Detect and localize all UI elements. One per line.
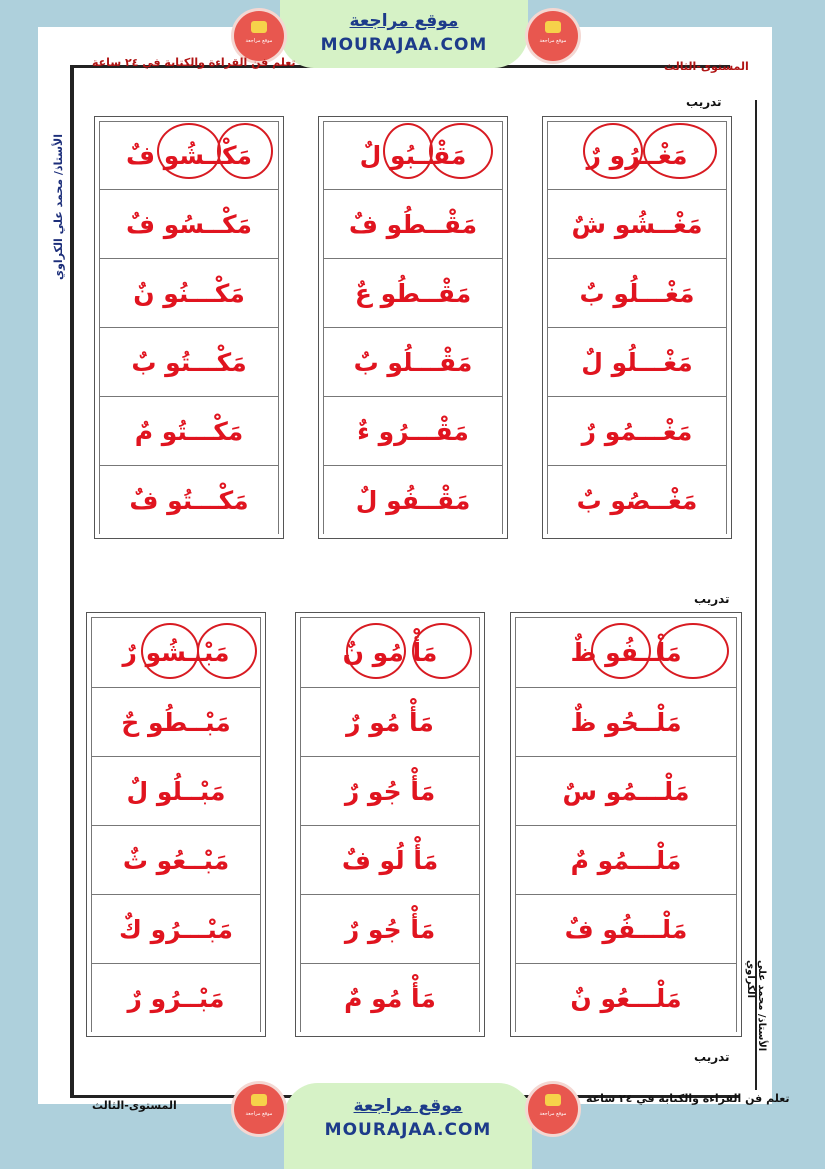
syllable-circle <box>429 123 493 179</box>
site-name-arabic: موقع مراجعة <box>349 11 459 31</box>
syllable-circle <box>346 623 406 679</box>
table-row: مَقْـــرُو ءٌ <box>323 396 503 465</box>
table-row: مَغْــرُو رٌ <box>547 121 727 189</box>
syllable-circle <box>643 123 717 179</box>
word-table <box>318 116 508 539</box>
syllable-circle <box>657 623 729 679</box>
section-title: تدريب <box>694 592 730 606</box>
table-row: مَكْـــتُو بٌ <box>99 327 279 396</box>
word-table <box>542 116 732 539</box>
header-course-title: تعلم فن القراءة والكتابة في ٢٤ ساعة <box>92 56 296 69</box>
table-row: مَقْــطُو عٌ <box>323 258 503 327</box>
site-badge-top[interactable] <box>280 0 528 68</box>
table-row: مَغْـــمُو رٌ <box>547 396 727 465</box>
table-row: مَقْــطُو فٌ <box>323 189 503 258</box>
table-row: مَلْــفُو ظٌ <box>515 617 737 687</box>
syllable-circle <box>197 623 257 679</box>
table-row: مَأْ جُو رٌ <box>300 756 480 825</box>
table-row: مَكْــشُو فٌ <box>99 121 279 189</box>
table-row: مَبْــشُو رٌ <box>91 617 261 687</box>
syllable-circle <box>412 623 472 679</box>
site-logo-icon: موقع مراجعة <box>528 1084 578 1134</box>
left-border-line <box>70 65 74 1098</box>
table-row: مَغْـــلُو لٌ <box>547 327 727 396</box>
syllable-circle <box>591 623 651 679</box>
site-logo-icon: موقع مراجعة <box>234 1084 284 1134</box>
right-border-line <box>755 100 757 620</box>
table-row: مَبْــلُو لٌ <box>91 756 261 825</box>
section-title: تدريب <box>686 95 722 109</box>
site-logo-icon: موقع مراجعة <box>234 11 284 61</box>
syllable-circle <box>383 123 433 179</box>
syllable-circle <box>583 123 643 179</box>
section-title: تدريب <box>694 1050 730 1064</box>
site-badge-bottom[interactable] <box>284 1083 532 1169</box>
word-table <box>94 116 284 539</box>
word-table <box>86 612 266 1037</box>
word-table <box>295 612 485 1037</box>
table-row: مَقْــفُو لٌ <box>323 465 503 534</box>
site-name-english: MOURAJAA.COM <box>324 1120 492 1140</box>
site-name-arabic: موقع مراجعة <box>353 1096 463 1116</box>
table-row: مَأْ مُو نٌ <box>300 617 480 687</box>
table-row: مَغْــصُو بٌ <box>547 465 727 534</box>
table-row: مَكْـــتُو مٌ <box>99 396 279 465</box>
table-row: مَبْــطُو حٌ <box>91 687 261 756</box>
table-row: مَلْـــمُو مٌ <box>515 825 737 894</box>
table-row: مَكْـــنُو نٌ <box>99 258 279 327</box>
table-row: مَلْـــعُو نٌ <box>515 963 737 1032</box>
footer-level: المستوى-الثالث <box>92 1099 177 1112</box>
table-row: مَأْ لُو فٌ <box>300 825 480 894</box>
table-row: مَبْــرُو رٌ <box>91 963 261 1032</box>
table-row: مَأْ جُو رٌ <box>300 894 480 963</box>
table-row: مَقْــبُو لٌ <box>323 121 503 189</box>
table-row: مَكْــسُو فٌ <box>99 189 279 258</box>
table-row: مَلْـــفُو فٌ <box>515 894 737 963</box>
table-row: مَغْــشُو شٌ <box>547 189 727 258</box>
table-row: مَبْـــرُو كٌ <box>91 894 261 963</box>
table-row: مَكْـــتُو فٌ <box>99 465 279 534</box>
right-author-label: الأستاذ/ محمد علي الكراوي <box>745 960 767 1052</box>
footer-course-title: تعلم فن القراءة والكتابة في ٢٤ ساعة <box>586 1092 790 1105</box>
table-row: مَغْـــلُو بٌ <box>547 258 727 327</box>
site-logo-icon: موقع مراجعة <box>528 11 578 61</box>
header-level: المستوى-الثالث <box>664 60 749 73</box>
syllable-circle <box>157 123 221 179</box>
word-table <box>510 612 742 1037</box>
table-row: مَأْ مُو مٌ <box>300 963 480 1032</box>
syllable-circle <box>217 123 273 179</box>
left-author-label: الأستاذ/ محمد علي الكراوي <box>52 134 65 280</box>
table-row: مَأْ مُو رٌ <box>300 687 480 756</box>
table-row: مَلْـــمُو سٌ <box>515 756 737 825</box>
table-row: مَلْــحُو ظٌ <box>515 687 737 756</box>
syllable-circle <box>141 623 199 679</box>
site-name-english: MOURAJAA.COM <box>320 35 488 55</box>
table-row: مَبْــعُو ثٌ <box>91 825 261 894</box>
table-row: مَقْـــلُو بٌ <box>323 327 503 396</box>
